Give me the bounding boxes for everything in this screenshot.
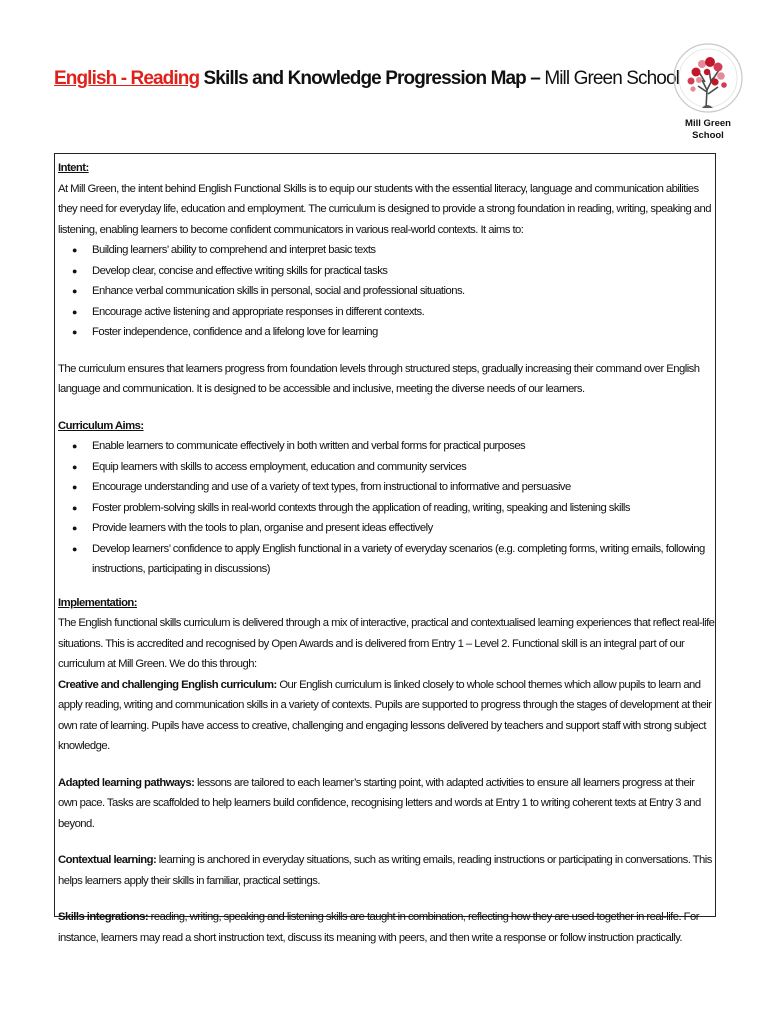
- list-item: ● Encourage understanding and use of a variety of text types, from instructional to informative and persuasive: [58, 477, 715, 498]
- intent-section: [58, 158, 715, 400]
- list-item: ● Develop learners’ confidence to apply English functional in a variety of everyday scenarios (e.g. completing forms, writing emails, following instructions, participating in discussions): [58, 539, 715, 580]
- intent-paragraph: At Mill Green, the intent behind English Functional Skills is to equip our students with the essential literacy, language and communication abilities they need for everyday life, education and employment. The curriculum is designed to provide a strong foundation in reading, writing, speaking and listening, enabling learners to become confident communicators in various real-world contexts. It aims to:: [58, 182, 711, 236]
- implementation-heading: Implementation:: [58, 596, 137, 609]
- list-item: ● Enable learners to communicate effectively in both written and verbal forms for practical purposes: [58, 436, 715, 457]
- skills-integrations-paragraph: Skills integrations: reading, writing, speaking and listening skills are taught in combination, reflecting how they are used together in real-life. For instance, learners may read a short instruction text, discuss its meaning with peers, and then write a response or follow instruction practically.: [58, 911, 699, 944]
- bullet-icon: ●: [72, 461, 77, 472]
- aims-section: [58, 416, 715, 580]
- bullet-icon: ●: [72, 286, 77, 296]
- bullet-icon: ●: [72, 523, 77, 533]
- intent-bullet-list: [58, 240, 715, 343]
- bullet-icon: ●: [72, 327, 77, 337]
- page-title: [54, 64, 679, 94]
- implementation-paragraph: The English functional skills curriculum is delivered through a mix of interactive, practical and contextualised learning experiences that reflect real-life situations. This is accredited and recognised by Open Awards and is delivered from Entry 1 – Level 2. Functional skill is an integral part of our curriculum at Mill Green. We do this through:: [58, 617, 715, 670]
- bullet-icon: ●: [72, 543, 77, 554]
- list-item: ● Provide learners with the tools to plan, organise and present ideas effectively: [58, 518, 715, 539]
- contextual-learning-label: Contextual learning:: [58, 854, 157, 866]
- intent-closing: The curriculum ensures that learners progress from foundation levels through structured steps, gradually increasing their command over English language and communication. It is designed to be accessible and inclusive, meeting the diverse needs of our learners.: [58, 362, 700, 395]
- contextual-learning-paragraph: Contextual learning: learning is anchored in everyday situations, such as writing emails, reading instructions or participating in conversations. This helps learners apply their skills in familiar, practical settings.: [58, 854, 712, 887]
- aims-bullet-list: [58, 436, 715, 580]
- bullet-icon: ●: [72, 265, 77, 276]
- list-item: ● Encourage active listening and appropriate responses in different contexts.: [58, 302, 715, 323]
- list-item: ● Foster problem-solving skills in real-world contexts through the application of reading, writing, speaking and listening skills: [58, 498, 715, 519]
- intent-heading: Intent:: [58, 162, 89, 174]
- aims-heading: Curriculum Aims:: [58, 419, 144, 432]
- creative-curriculum-label: Creative and challenging English curriculum:: [58, 678, 277, 691]
- list-item: ● Building learners’ ability to comprehend and interpret basic texts: [58, 240, 715, 261]
- content-box: [54, 153, 716, 944]
- bullet-icon: ●: [72, 441, 77, 451]
- list-item: ● Foster independence, confidence and a lifelong love for learning: [58, 322, 715, 343]
- bullet-icon: ●: [72, 502, 77, 513]
- list-item: ● Enhance verbal communication skills in personal, social and professional situations.: [58, 281, 715, 302]
- title-main: Skills and Knowledge Progression Map –: [199, 68, 545, 89]
- adapted-pathways-paragraph: Adapted learning pathways: lessons are tailored to each learner’s starting point, with adapted activities to ensure all learners progress at their own pace. Tasks are scaffolded to help learners build confidence, recognising letters and words at Entry 1 to writing coherent texts at Entry 3 and beyond.: [58, 776, 701, 830]
- title-school: Mill Green School: [544, 68, 679, 89]
- creative-curriculum-paragraph: Creative and challenging English curriculum: Our English curriculum is linked closely to whole school themes which allow pupils to learn and apply reading, writing and communication skills in a variety of contexts. Pupils are supported to progress through the stages of development at their own rate of learning. Pupils have access to creative, challenging and engaging lessons delivered by teachers and support staff with strong subject knowledge.: [58, 678, 712, 752]
- school-logo: [671, 42, 745, 150]
- adapted-pathways-label: Adapted learning pathways:: [58, 776, 195, 789]
- bullet-icon: ●: [72, 245, 77, 255]
- title-subject: English - Reading: [54, 68, 200, 89]
- bullet-icon: ●: [72, 482, 77, 492]
- tree-logo-icon: [671, 42, 745, 150]
- list-item: ● Develop clear, concise and effective writing skills for practical tasks: [58, 261, 715, 282]
- logo-text-line2: School: [692, 130, 724, 141]
- bullet-icon: ●: [72, 306, 77, 317]
- implementation-section: [58, 593, 715, 949]
- skills-integrations-label: Skills integrations:: [58, 911, 149, 923]
- list-item: ● Equip learners with skills to access employment, education and community services: [58, 457, 715, 478]
- logo-text-line1: Mill Green: [685, 118, 731, 129]
